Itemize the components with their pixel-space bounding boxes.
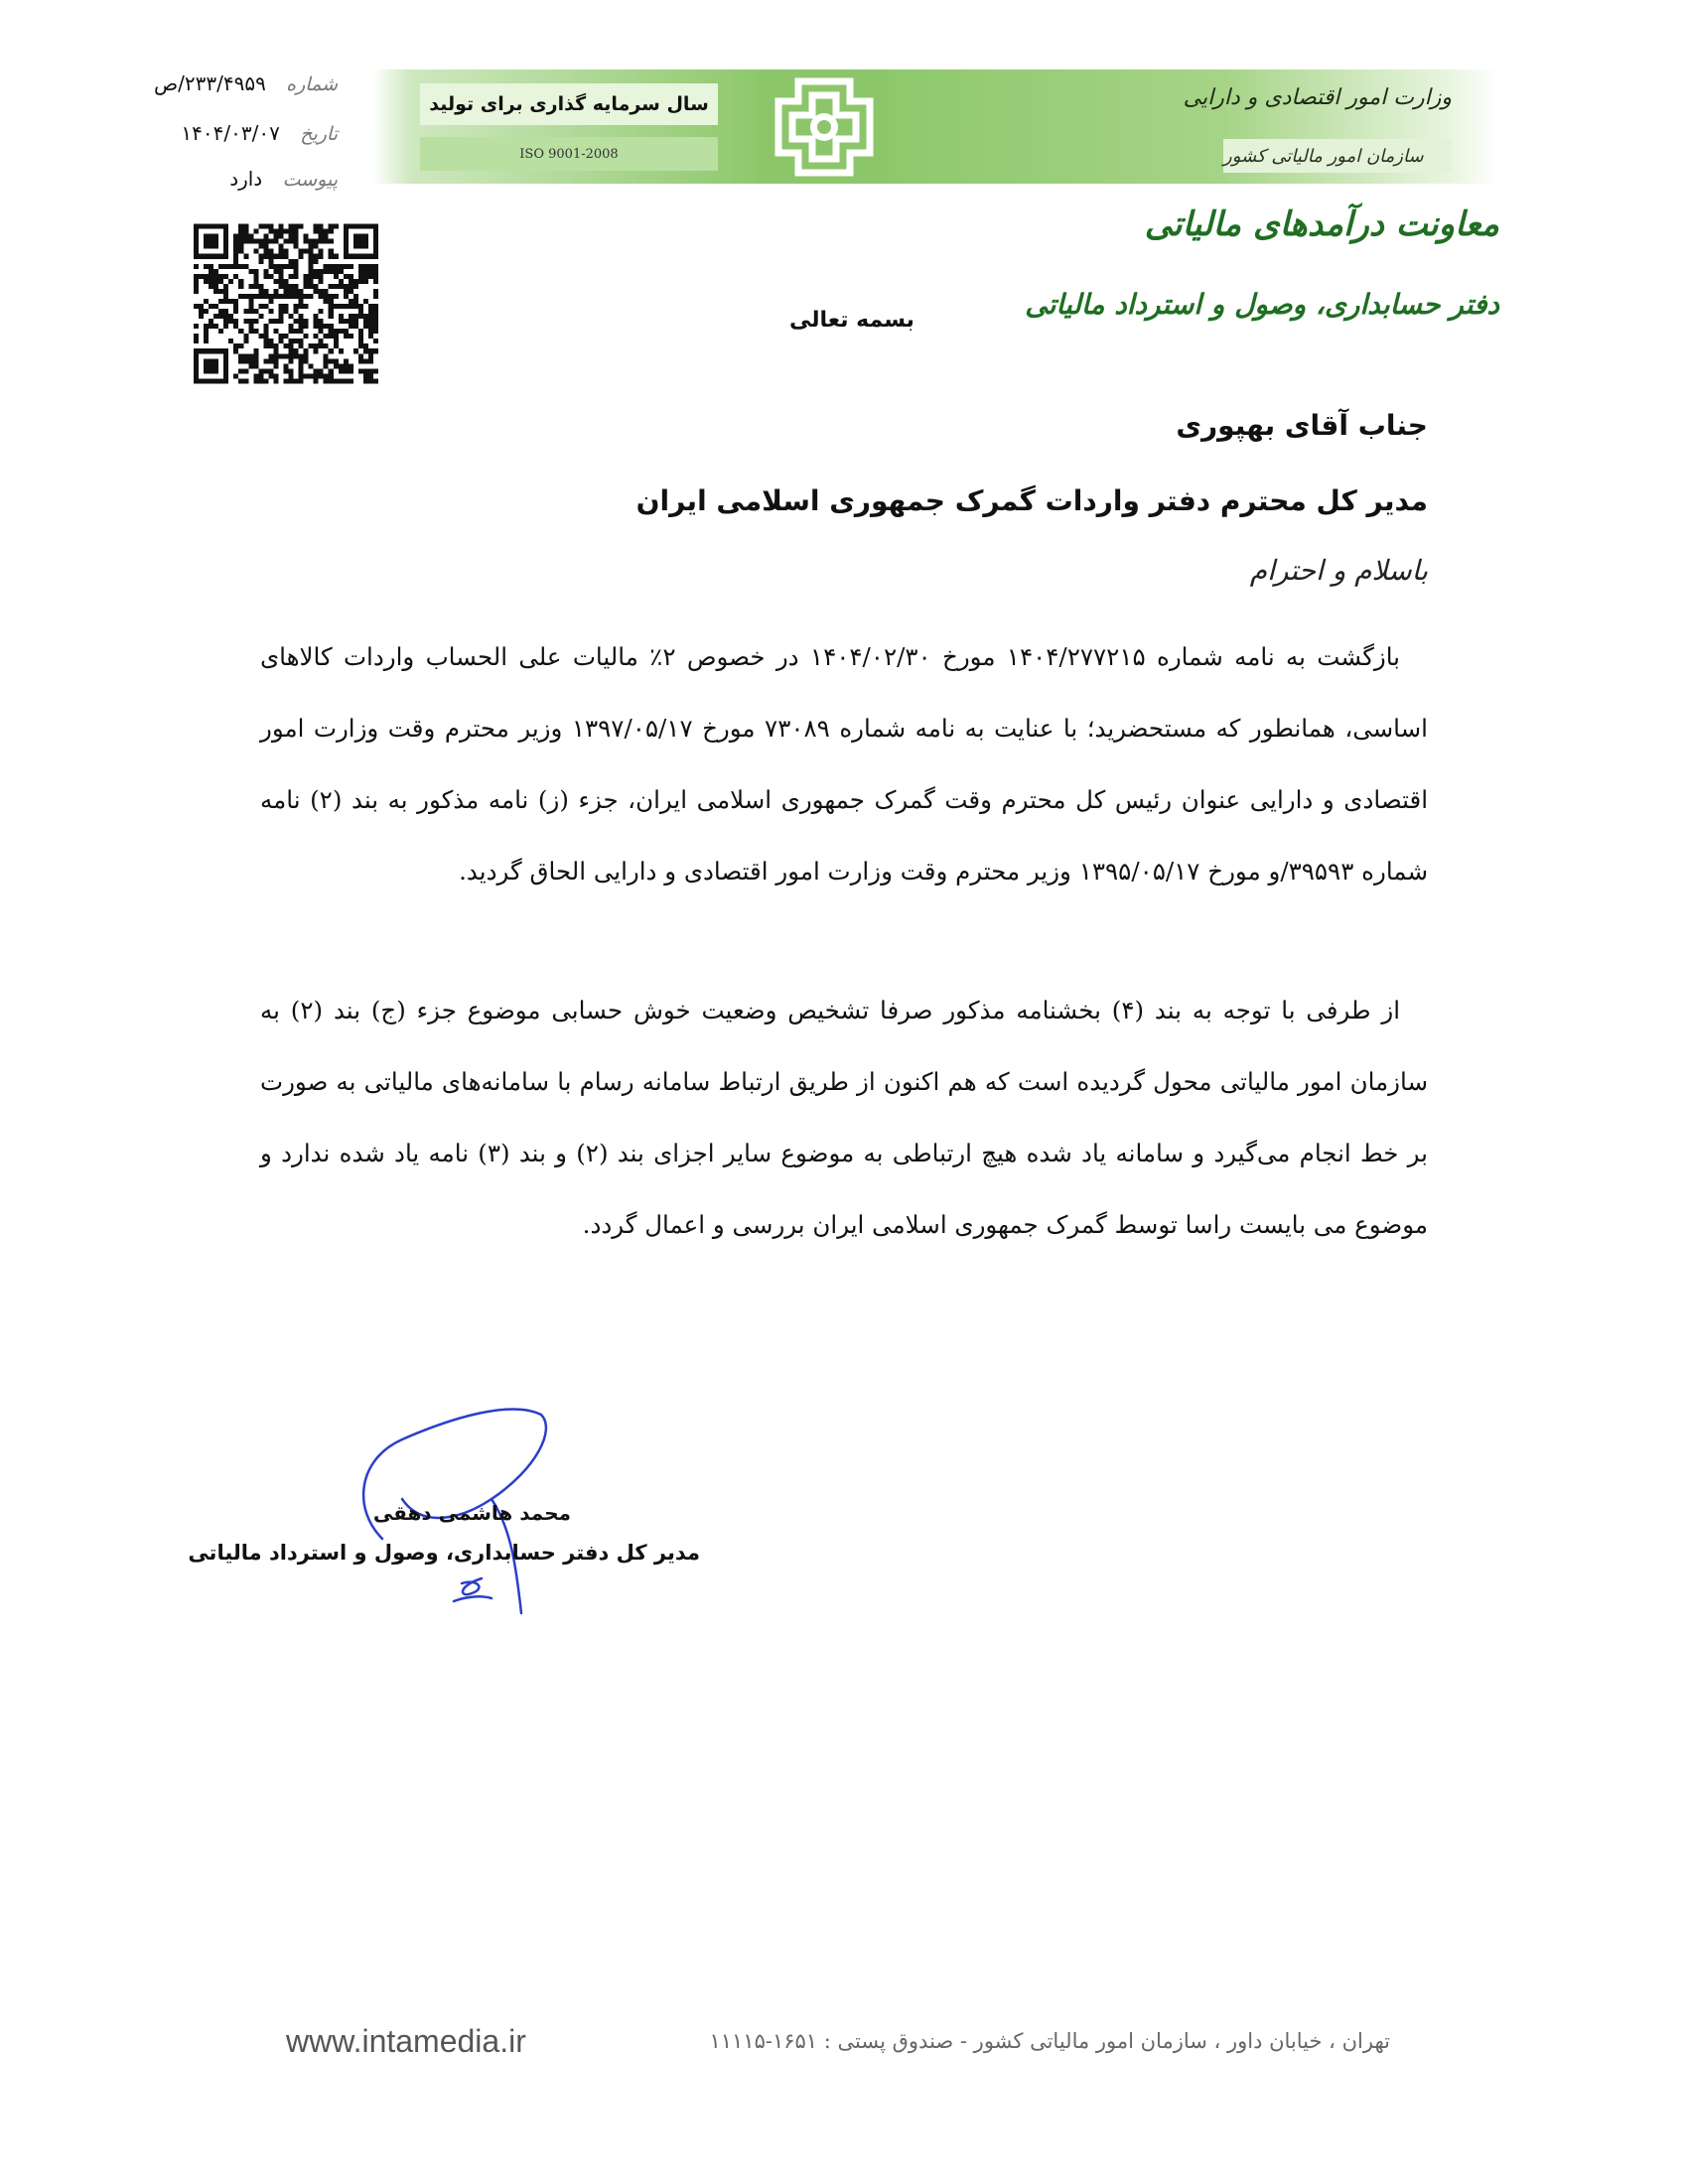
deputy-title: معاونت درآمدهای مالیاتی	[1144, 205, 1499, 244]
iso-certification: ISO 9001-2008	[420, 137, 718, 171]
recipient-position: مدیر کل محترم دفتر واردات گمرک جمهوری اسلامی ایران	[635, 484, 1428, 517]
footer-address: تهران ، خیابان داور ، سازمان امور مالیاتی کشور - صندوق پستی : ۱۶۵۱-۱۱۱۱۵	[709, 2029, 1390, 2053]
letter-attachment-value: دارد	[229, 167, 263, 191]
office-title: دفتر حسابداری، وصول و استرداد مالیاتی	[1025, 288, 1499, 321]
recipient-salutation: جناب آقای بهپوری	[1176, 409, 1428, 442]
organization-name: سازمان امور مالیاتی کشور	[1223, 139, 1452, 173]
letterhead-band	[372, 69, 1499, 184]
ministry-name: وزارت امور اقتصادی و دارایی	[1183, 85, 1452, 110]
year-slogan: سال سرمایه گذاری برای تولید	[420, 83, 718, 125]
letterhead-right	[889, 69, 1499, 184]
greeting: باسلام و احترام	[1249, 554, 1428, 587]
body-paragraph-2: از طرفی با توجه به بند (۴) بخشنامه مذکور صرفا تشخیص وضعیت خوش حسابی موضوع جزء (ج) بند (۲) به سازمان امور مالیاتی محول گردیده است که هم اکنون از طریق ارتباط سامانه رسام با سامانه‌های مالیاتی به صورت بر خط انجام می‌گیرد و سامانه یاد شده هیچ ارتباطی به موضوع سایر اجزای بند (۲) و بند (۳) نامه یاد شده ندارد و موضوع می بایست راسا توسط گمرک جمهوری اسلامی ایران بررسی و اعمال گردد.	[260, 996, 1428, 1239]
qr-code-icon	[194, 223, 378, 388]
signer-name: محمد هاشمی دهقی	[372, 1501, 571, 1525]
letter-date-label: تاریخ	[300, 123, 338, 145]
footer-website: www.intamedia.ir	[286, 2023, 526, 2059]
letter-number-value: ۲۳۳/۴۹۵۹/ص	[153, 71, 266, 95]
letter-number-row	[154, 71, 338, 95]
letter-attachment-label: پیوست	[282, 169, 338, 191]
body-paragraph-1: بازگشت به نامه شماره ۱۴۰۴/۲۷۷۲۱۵ مورخ ۱۴۰۴/۰۲/۳۰ در خصوص ۲٪ مالیات علی الحساب واردات کالاهای اساسی، همانطور که مستحضرید؛ با عنایت به نامه شماره ۷۳۰۸۹ مورخ ۱۳۹۷/۰۵/۱۷ وزیر محترم وقت وزارت امور اقتصادی و دارایی عنوان رئیس کل محترم وقت گمرک جمهوری اسلامی ایران، جزء (ز) نامه مذکور به بند (۲) نامه شماره ۳۹۵۹۳/و مورخ ۱۳۹۵/۰۵/۱۷ وزیر محترم وقت وزارت امور اقتصادی و دارایی الحاق گردید.	[260, 642, 1428, 886]
letter-date-row	[181, 121, 338, 145]
letter-number-label: شماره	[286, 73, 338, 95]
invocation: بسمه تعالی	[789, 308, 914, 333]
letter-date-value: ۱۴۰۴/۰۳/۰۷	[181, 121, 280, 145]
letterhead-left	[372, 69, 760, 184]
letter-attachment-row	[229, 167, 338, 191]
signer-title: مدیر کل دفتر حسابداری، وصول و استرداد مالیاتی	[188, 1541, 700, 1565]
tax-organization-emblem-icon	[760, 69, 889, 184]
